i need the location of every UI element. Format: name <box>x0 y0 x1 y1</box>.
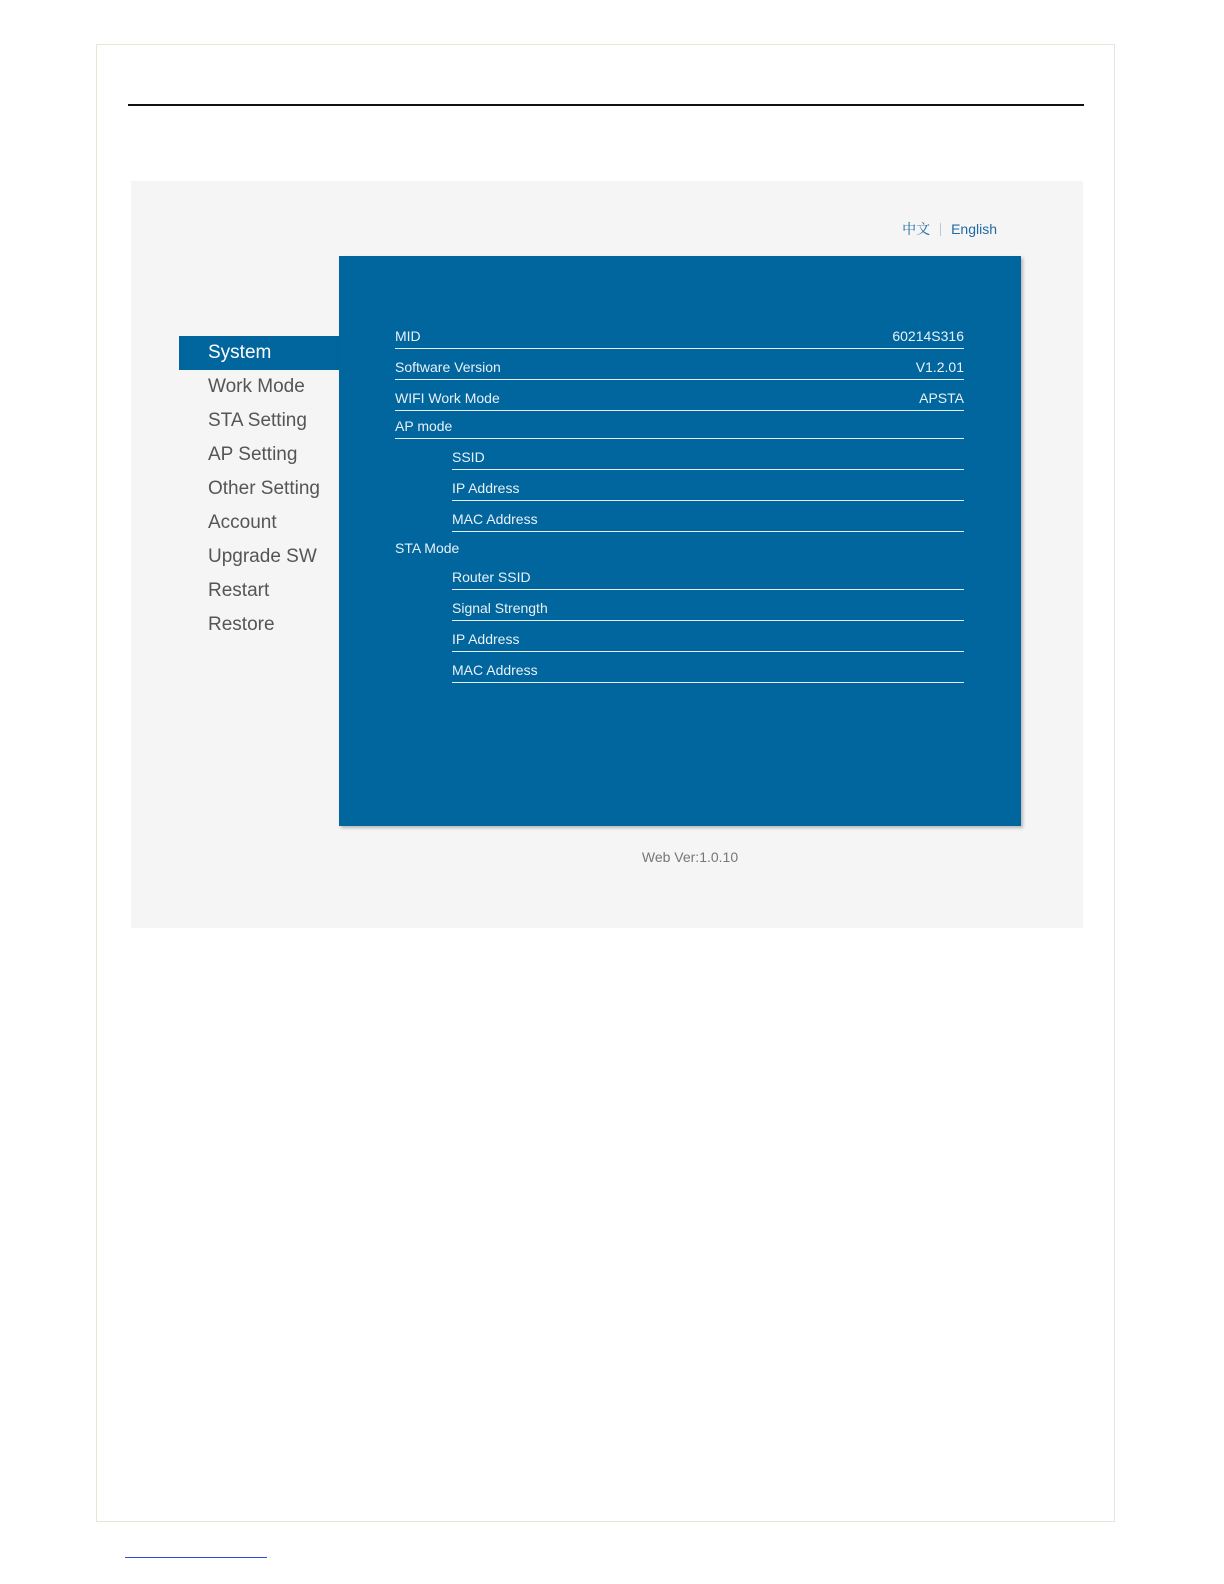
sidebar-item-restart[interactable]: Restart <box>208 580 270 601</box>
info-row-wifi-work-mode <box>395 380 964 411</box>
info-row-mid <box>395 320 964 349</box>
sidebar-item-system[interactable]: System <box>179 336 339 370</box>
info-label: SSID <box>452 449 485 465</box>
lang-chinese-link[interactable]: 中文 <box>902 221 931 237</box>
info-label: MID <box>395 328 421 344</box>
sidebar-item-upgrade-sw[interactable]: Upgrade SW <box>208 546 317 567</box>
header-rule <box>128 104 1084 106</box>
info-row-sta-ip-address <box>452 621 964 652</box>
info-label: IP Address <box>452 480 520 496</box>
info-value: 60214S316 <box>892 328 964 344</box>
info-label: MAC Address <box>452 511 538 527</box>
info-row-ap-mode <box>395 411 964 439</box>
sidebar-item-work-mode[interactable]: Work Mode <box>208 376 305 397</box>
info-row-ap-ssid <box>452 439 964 470</box>
system-info-list <box>395 320 964 683</box>
info-row-ap-mac-address <box>452 501 964 532</box>
sidebar-item-sta-setting[interactable]: STA Setting <box>208 410 307 431</box>
section-label: STA Mode <box>395 540 460 556</box>
info-label: Software Version <box>395 359 501 375</box>
info-row-sta-signal-strength <box>452 590 964 621</box>
web-config-screenshot <box>131 181 1083 928</box>
info-value: V1.2.01 <box>915 359 964 375</box>
info-label: Signal Strength <box>452 600 548 616</box>
system-info-panel <box>339 256 1021 826</box>
info-label: Router SSID <box>452 569 531 585</box>
info-row-software-version <box>395 349 964 380</box>
sidebar-item-other-setting[interactable]: Other Setting <box>208 478 320 499</box>
section-label: AP mode <box>395 418 453 434</box>
info-row-sta-router-ssid <box>452 560 964 590</box>
info-value: APSTA <box>919 390 964 406</box>
language-switcher <box>902 219 997 239</box>
info-row-ap-ip-address <box>452 470 964 501</box>
lang-separator <box>940 223 941 236</box>
info-row-sta-mode <box>395 532 964 560</box>
info-label: WIFI Work Mode <box>395 390 500 406</box>
sidebar-item-restore[interactable]: Restore <box>208 614 275 635</box>
sidebar-nav <box>179 336 339 642</box>
info-row-sta-mac-address <box>452 652 964 683</box>
web-version-text: Web Ver:1.0.10 <box>641 849 739 865</box>
footer-link-underline[interactable] <box>125 1557 267 1558</box>
info-label: MAC Address <box>452 662 538 678</box>
sidebar-item-account[interactable]: Account <box>208 512 277 533</box>
sidebar-item-ap-setting[interactable]: AP Setting <box>208 444 298 465</box>
lang-english-link[interactable]: English <box>951 221 997 237</box>
info-label: IP Address <box>452 631 520 647</box>
